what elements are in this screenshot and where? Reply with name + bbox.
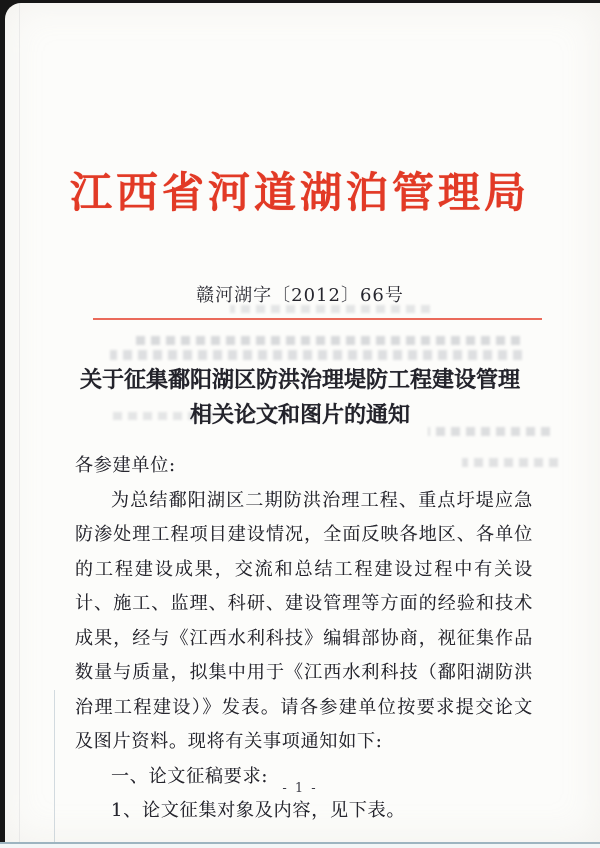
- notice-title-line-1: 关于征集鄱阳湖区防洪治理堤防工程建设管理: [79, 367, 520, 393]
- notice-title-line-2: 相关论文和图片的通知: [189, 402, 410, 428]
- list-item: 1、论文征集对象及内容，见下表。: [111, 800, 406, 821]
- section-heading: 一、论文征稿要求:: [111, 765, 269, 787]
- scan-bottom-edge: [0, 842, 600, 848]
- document-number: 赣河湖字〔2012〕66号: [196, 285, 404, 306]
- page-number: - 1 -: [282, 781, 318, 796]
- paper-crease: [19, 3, 20, 842]
- body-paragraph: 为总结鄱阳湖区二期防洪治理工程、重点圩堤应急防渗处理工程项目建设情况，全面反映各地区、各单位的工程建设成果，交流和总结工程建设过程中有关设计、施工、监理、科研、建设管理等方面的经验和技术成果，经与《江西水利科技》编辑部协商，视征集作品数量与质量，拟集中用于《江西水利科技（鄱阳湖防洪治理工程建设）》发表。请各参建单位按要求提交论文及图片资料。现将有关事项通知如下:: [75, 489, 533, 752]
- bleed-through-artifact: [132, 336, 520, 345]
- paper-edge-shadow: [54, 690, 55, 842]
- letterhead-agency-title: 江西省河道湖泊管理局: [69, 168, 530, 217]
- salutation: 各参建单位:: [75, 455, 176, 476]
- letterhead-divider-line: [93, 318, 542, 320]
- notice-body: [75, 449, 533, 829]
- bleed-through-artifact: [110, 350, 522, 360]
